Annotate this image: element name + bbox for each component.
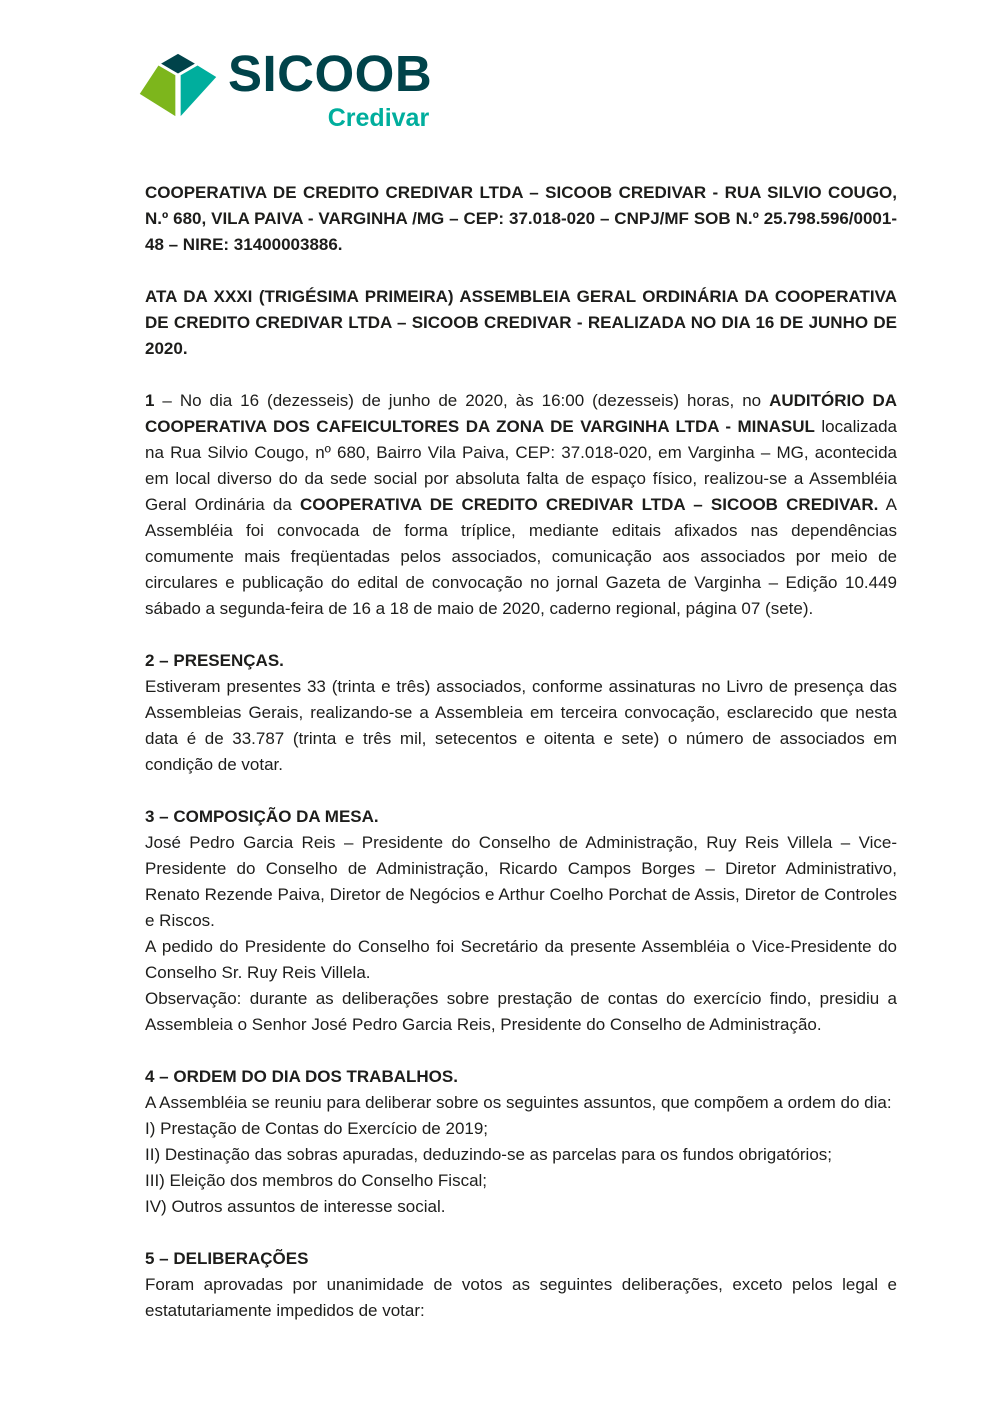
section-5-paragraph (145, 1272, 897, 1324)
section-3-paragraph-observation (145, 986, 897, 1038)
ata-title-paragraph (145, 284, 897, 362)
section-5-heading (145, 1246, 897, 1272)
text-run: II) Destinação das sobras apuradas, deduzindo-se as parcelas para os fundos obrigatórios; (145, 1145, 833, 1164)
agenda-item-1 (145, 1116, 897, 1142)
text-run: A pedido do Presidente do Conselho foi Secretário da presente Assembléia o Vice-Presidente do Conselho Sr. Ruy Reis Villela. (145, 937, 897, 982)
text-run: AUDITÓRIO DA COOPERATIVA DOS CAFEICULTORES DA ZONA DE VARGINHA LTDA - MINASUL (145, 391, 897, 436)
section-4-paragraph-intro (145, 1090, 897, 1116)
text-run: 1 (145, 391, 155, 410)
text-run: 2 – PRESENÇAS. (145, 651, 284, 670)
text-run: Foram aprovadas por unanimidade de votos as seguintes deliberações, exceto pelos legal e estatutariamente impedidos de votar: (145, 1275, 897, 1320)
section-2-heading (145, 648, 897, 674)
text-run: ATA DA XXXI (TRIGÉSIMA PRIMEIRA) ASSEMBLEIA GERAL ORDINÁRIA DA COOPERATIVA DE CREDITO CREDIVAR LTDA – SICOOB CREDIVAR - REALIZADA NO DIA 16 DE JUNHO DE 2020. (145, 287, 897, 358)
sicoob-logo (138, 45, 433, 133)
text-run: Observação: durante as deliberações sobre prestação de contas do exercício findo, presidiu a Assembleia o Senhor José Pedro Garcia Reis, Presidente do Conselho de Administração. (145, 989, 897, 1034)
text-run: 4 – ORDEM DO DIA DOS TRABALHOS. (145, 1067, 458, 1086)
text-run: José Pedro Garcia Reis – Presidente do Conselho de Administração, Ruy Reis Villela – Vice-Presidente do Conselho de Administração, Ricardo Campos Borges – Diretor Administrativo, Renato Rezende Paiva, Diretor de Negócios e Arthur Coelho Porchat de Assis, Diretor de Controles e Riscos. (145, 833, 897, 930)
text-run: 3 – COMPOSIÇÃO DA MESA. (145, 807, 379, 826)
agenda-item-2 (145, 1142, 897, 1168)
text-run: 5 – DELIBERAÇÕES (145, 1249, 309, 1268)
logo-text-block (228, 45, 433, 133)
section-2-paragraph (145, 674, 897, 778)
text-run: – No dia 16 (dezesseis) de junho de 2020, às 16:00 (dezesseis) horas, no (154, 391, 770, 410)
section-3-paragraph-composition (145, 830, 897, 934)
logo-subbrand-text: Credivar (327, 104, 430, 133)
text-run: Estiveram presentes 33 (trinta e três) associados, conforme assinaturas no Livro de presença das Assembleias Gerais, realizando-se a Assembleia em terceira convocação, esclarecido que nesta data é de 33.787 (trinta e três mil, setecentos e oitenta e sete) o número de associados em condição de votar. (145, 677, 897, 774)
text-run: I) Prestação de Contas do Exercício de 2019; (145, 1119, 489, 1138)
text-run: IV) Outros assuntos de interesse social. (145, 1197, 446, 1216)
sicoob-logo-icon (138, 50, 218, 120)
section-1-paragraph (145, 388, 897, 622)
text-run: COOPERATIVA DE CREDITO CREDIVAR LTDA – SICOOB CREDIVAR. (299, 495, 879, 514)
text-run: A Assembléia foi convocada de forma tríplice, mediante editais afixados nas dependências comumente mais freqüentadas pelos associados, comunicação aos associados por meio de circulares e publicação do edital de convocação no jornal Gazeta de Varginha – Edição 10.449 sábado a segunda-feira de 16 a 18 de maio de 2020, caderno regional, página 07 (sete). (145, 495, 897, 618)
section-3-heading (145, 804, 897, 830)
agenda-item-3 (145, 1168, 897, 1194)
section-4-heading (145, 1064, 897, 1090)
text-run: COOPERATIVA DE CREDITO CREDIVAR LTDA – SICOOB CREDIVAR - RUA SILVIO COUGO, N.º 680, VILA PAIVA - VARGINHA /MG – CEP: 37.018-020 – CNPJ/MF SOB N.º 25.798.596/0001-48 – NIRE: 31400003886. (145, 183, 897, 254)
company-header-paragraph (145, 180, 897, 258)
section-3-paragraph-secretary (145, 934, 897, 986)
document-body (145, 180, 897, 1324)
agenda-item-4 (145, 1194, 897, 1220)
text-run: localizada na Rua Silvio Cougo, nº 680, Bairro Vila Paiva, CEP: 37.018-020, em Varginha – MG, acontecida em local diverso do da sede social por absoluta falta de espaço físico, realizou-se a Assembléia Geral Ordinária da (145, 417, 897, 514)
text-run: A Assembléia se reuniu para deliberar sobre os seguintes assuntos, que compõem a ordem do dia: (145, 1093, 892, 1112)
logo-brand-text: SICOOB (228, 45, 433, 102)
text-run: III) Eleição dos membros do Conselho Fiscal; (145, 1171, 488, 1190)
